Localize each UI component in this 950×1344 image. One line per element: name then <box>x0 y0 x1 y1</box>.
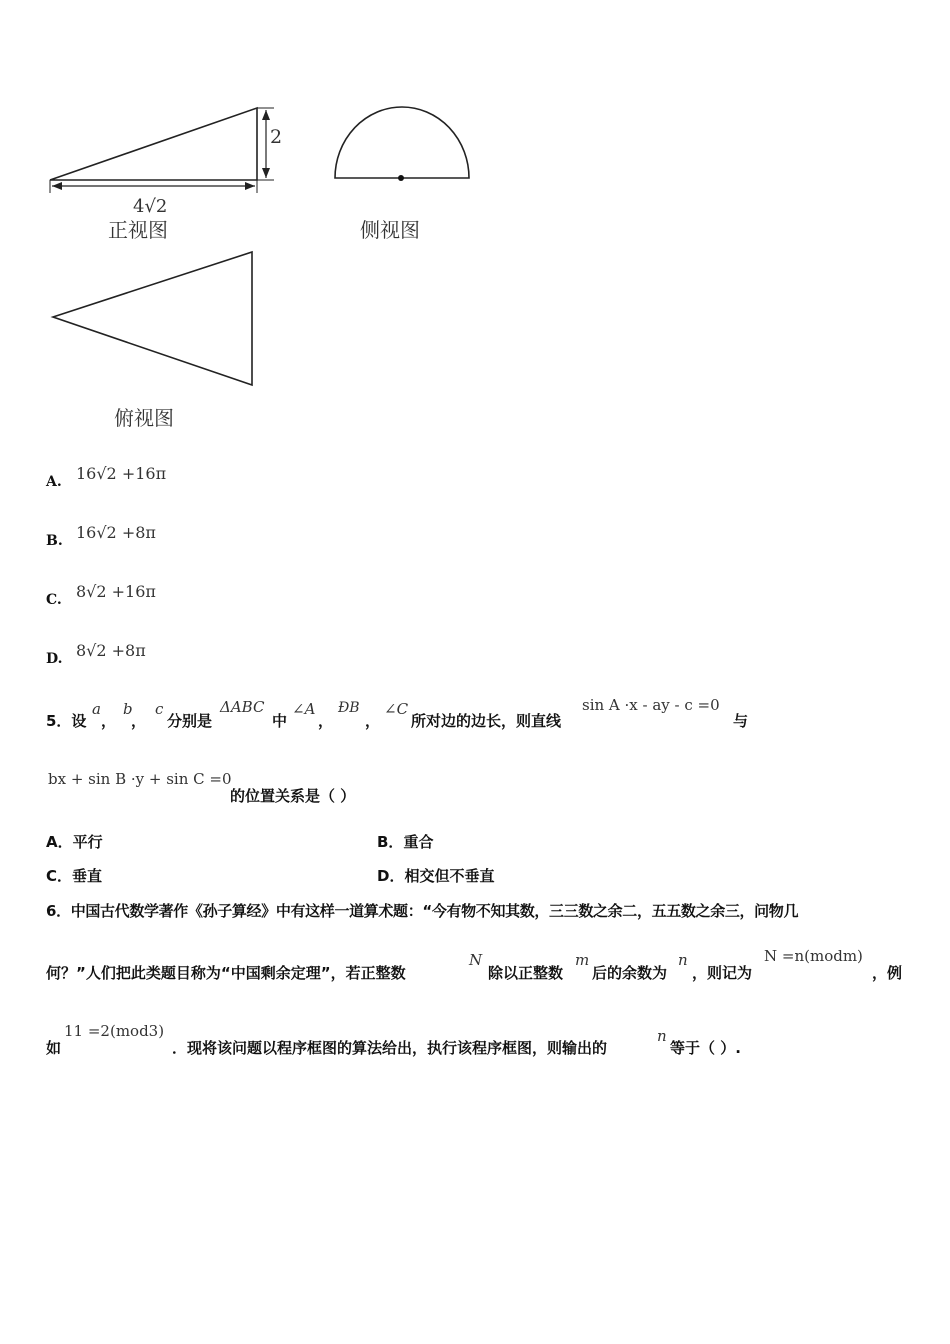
q5-option-c-text: 垂直 <box>72 867 103 885</box>
q6-text-2e: ，例 <box>872 964 903 982</box>
q5-option-a-letter: A． <box>46 833 73 851</box>
q5-line-1: sin A ·x - ay - c =0 <box>582 696 720 714</box>
q5-comma-1: ， <box>101 712 117 730</box>
front-view-dim-vertical: 2 <box>270 126 283 148</box>
q6-text-3b: ．现将该问题以程序框图的算法给出，执行该程序框图，则输出的 <box>172 1039 608 1057</box>
q5-text-5: 的位置关系是（ ） <box>230 787 356 805</box>
q5-number: 5．设 <box>46 712 87 730</box>
q4-option-a-expr: 16√2 +16π <box>76 464 167 483</box>
q5-option-a <box>46 831 103 852</box>
q6-mod-expression-2: 11 =2(mod3) <box>64 1022 165 1040</box>
center-point <box>398 175 404 181</box>
q6-text-3a: 如 <box>46 1039 62 1057</box>
q5-var-c: c <box>155 700 164 718</box>
q5-option-c-letter: C． <box>46 867 73 885</box>
q5-angle-a: ∠A <box>292 700 316 718</box>
q6-mod-expression-1: N =n(modm) <box>764 947 863 965</box>
q4-option-d-expr: 8√2 +8π <box>76 641 146 660</box>
q5-option-c <box>46 865 102 886</box>
q5-triangle: ΔABC <box>220 698 265 716</box>
top-view-drawing <box>53 252 252 385</box>
q4-option-a-letter: A. <box>46 474 62 490</box>
q5-comma-4: ， <box>365 712 381 730</box>
q5-option-a-text: 平行 <box>72 833 103 851</box>
q6-var-m: m <box>575 951 590 969</box>
q6-var-n: n <box>678 951 688 969</box>
q5-var-a: a <box>92 700 101 718</box>
front-view-dim-horizontal: 4√2 <box>133 196 168 217</box>
q5-text-3: 所对边的边长，则直线 <box>411 712 562 730</box>
q6-var-n-upper: N <box>469 951 483 969</box>
q4-option-c-expr: 8√2 +16π <box>76 582 156 601</box>
q4-option-b-expr: 16√2 +8π <box>76 523 156 542</box>
q6-text-3c: 等于（ ）. <box>670 1039 741 1057</box>
q6-text-2c: 后的余数为 <box>592 964 668 982</box>
q5-angle-b: ÐB <box>338 700 360 716</box>
q5-option-b-letter: B． <box>377 833 404 851</box>
q6-line-1: 6．中国古代数学著作《孙子算经》中有这样一道算术题：“今有物不知其数，三三数之余二，五五数之余三，问物几 <box>46 902 799 920</box>
q4-option-c-letter: C. <box>46 592 62 608</box>
q5-text-1: 分别是 <box>167 712 213 730</box>
q6-var-n-2: n <box>657 1027 667 1045</box>
q4-option-d-letter: D. <box>46 651 63 667</box>
q5-var-b: b <box>123 700 133 718</box>
q5-option-b <box>377 831 433 852</box>
q6-text-2b: 除以正整数 <box>488 964 564 982</box>
front-view-label: 正视图 <box>108 218 168 242</box>
side-view-label: 侧视图 <box>360 218 420 242</box>
q5-option-d <box>377 865 494 886</box>
side-view-drawing <box>335 107 469 178</box>
q5-comma-2: ， <box>131 712 147 730</box>
q5-option-d-text: 相交但不垂直 <box>404 867 495 885</box>
q5-comma-3: ， <box>318 712 334 730</box>
q5-option-b-text: 重合 <box>403 833 434 851</box>
q5-line-2: bx + sin B ·y + sin C =0 <box>48 770 232 788</box>
q5-option-d-letter: D． <box>377 867 405 885</box>
top-view-label: 俯视图 <box>114 406 174 430</box>
q5-angle-c: ∠C <box>384 700 409 718</box>
q5-text-2: 中 <box>272 712 288 730</box>
q4-option-b-letter: B. <box>46 533 63 549</box>
front-view-drawing <box>50 108 274 193</box>
q5-text-4: 与 <box>733 712 749 730</box>
q6-text-2a: 何？”人们把此类题目称为“中国剩余定理”，若正整数 <box>46 964 406 982</box>
q6-text-2d: ，则记为 <box>692 964 753 982</box>
